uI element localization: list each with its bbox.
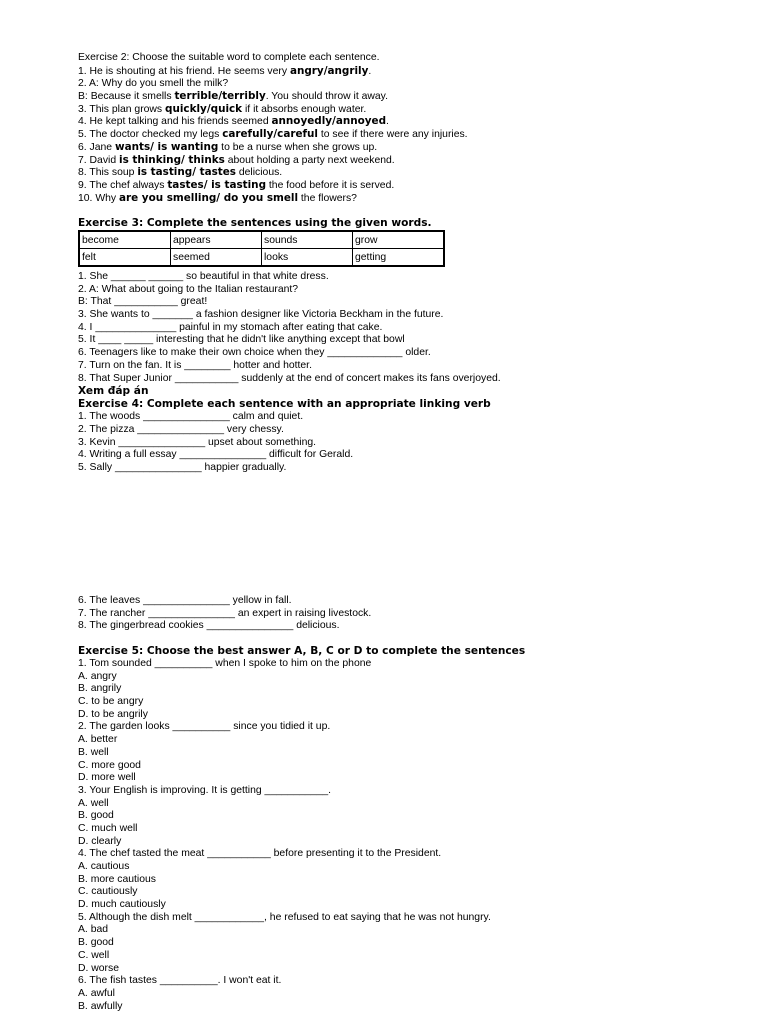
exercise-3-title: Exercise 3: Complete the sentences using the given words.	[78, 217, 432, 229]
answer-option: D. more well	[78, 772, 136, 784]
word-bank-cell: looks	[262, 249, 353, 267]
answer-option: C. much well	[78, 822, 138, 834]
exercise-2-sentence: 4. He kept talking and his friends seemed annoyedly/annoyed.	[78, 115, 389, 128]
exercise-5-question: 4. The chef tasted the meat ___________ before presenting it to the President.	[78, 848, 442, 860]
answer-option: B. well	[78, 746, 109, 758]
exercise-3-sentence: B: That ___________ great!	[78, 296, 208, 308]
word-bank-cell: grow	[353, 231, 445, 249]
word-bank-table	[78, 230, 445, 267]
exercise-3-sentence: 7. Turn on the fan. It is ________ hotter and hotter.	[78, 359, 312, 371]
exercise-5-question: 5. Although the dish melt ____________, he refused to eat saying that he was not hungry.	[78, 911, 491, 923]
exercise-2-sentence: 8. This soup is tasting/ tastes delicious.	[78, 166, 283, 179]
exercise-2-sentence: B: Because it smells terrible/terribly. You should throw it away.	[78, 90, 388, 103]
exercise-2	[78, 52, 468, 204]
answer-option: A. bad	[78, 924, 109, 936]
answer-option: D. worse	[78, 962, 119, 974]
exercise-3-sentence: 8. That Super Junior ___________ suddenly at the end of concert makes its fans overjoyed.	[78, 372, 501, 384]
exercise-3-sentence: 5. It ____ _____ interesting that he didn't like anything except that bowl	[78, 334, 405, 346]
answer-option: A. cautious	[78, 861, 130, 872]
answer-option: A. awful	[78, 987, 115, 999]
word-bank-cell: become	[79, 231, 171, 249]
answer-option: A. well	[78, 797, 109, 809]
word-bank-cell: sounds	[262, 231, 353, 249]
exercise-2-sentence: 3. This plan grows quickly/quick if it absorbs enough water.	[78, 102, 367, 115]
answer-option: D. to be angrily	[78, 708, 148, 720]
view-answers-link[interactable]: Xem đáp án	[78, 385, 149, 398]
answer-option: A. better	[78, 734, 118, 746]
exercise-4-title: Exercise 4: Complete each sentence with an appropriate linking verb	[78, 398, 491, 411]
exercise-4-continued	[78, 595, 371, 633]
exercise-2-sentence: 9. The chef always tastes/ is tasting the food before it is served.	[78, 178, 395, 191]
exercise-5-question: 1. Tom sounded __________ when I spoke to him on the phone	[78, 658, 372, 669]
answer-option: A. angry	[78, 670, 117, 682]
word-bank-cell: felt	[79, 249, 171, 267]
answer-option: B. awfully	[78, 1000, 123, 1012]
exercise-3-sentence: 1. She ______ ______ so beautiful in that white dress.	[78, 271, 329, 282]
word-bank-cell: seemed	[171, 249, 262, 267]
exercise-2-sentence: 10. Why are you smelling/ do you smell the flowers?	[78, 191, 357, 204]
exercise-2-sentence: 7. David is thinking/ thinks about holding a party next weekend.	[78, 153, 395, 166]
answer-option: C. cautiously	[78, 886, 138, 898]
exercise-2-title: Exercise 2: Choose the suitable word to complete each sentence.	[78, 52, 380, 63]
answer-option: C. more good	[78, 759, 141, 771]
exercise-3-sentences	[78, 271, 501, 475]
exercise-4-sentence: 1. The woods _______________ calm and quiet.	[78, 411, 304, 423]
exercise-3-sentence: 4. I ______________ painful in my stomach after eating that cake.	[78, 321, 383, 333]
exercise-5-question: 2. The garden looks __________ since you tidied it up.	[78, 721, 331, 733]
word-bank-row	[79, 249, 444, 267]
exercise-4-sentence: 7. The rancher _______________ an expert in raising livestock.	[78, 607, 372, 619]
exercise-4-sentence: 3. Kevin _______________ upset about something.	[78, 436, 317, 448]
exercise-2-sentence: 1. He is shouting at his friend. He seems very angry/angrily.	[78, 64, 372, 77]
answer-option: D. much cautiously	[78, 899, 166, 911]
exercise-3-heading-block	[78, 217, 432, 230]
exercise-5-question: 6. The fish tastes __________. I won't eat it.	[78, 975, 282, 987]
exercise-4-sentence: 5. Sally _______________ happier gradually.	[78, 461, 287, 473]
answer-option: C. to be angry	[78, 696, 144, 708]
exercise-4-sentence: 4. Writing a full essay _______________ difficult for Gerald.	[78, 449, 354, 461]
answer-option: B. angrily	[78, 683, 122, 695]
exercise-5-question: 3. Your English is improving. It is getting ___________.	[78, 784, 332, 796]
exercise-4-sentence: 2. The pizza _______________ very chessy.	[78, 423, 284, 435]
answer-option: B. good	[78, 810, 114, 822]
exercise-2-sentence: 2. A: Why do you smell the milk?	[78, 78, 229, 90]
exercise-3-sentence: 6. Teenagers like to make their own choice when they _____________ older.	[78, 347, 431, 359]
answer-option: D. clearly	[78, 835, 122, 847]
answer-option: C. well	[78, 949, 110, 961]
exercise-2-sentence: 5. The doctor checked my legs carefully/careful to see if there were any injuries.	[78, 128, 468, 141]
exercise-3-sentence: 3. She wants to _______ a fashion designer like Victoria Beckham in the future.	[78, 309, 444, 321]
answer-option: B. more cautious	[78, 873, 156, 885]
exercise-4-sentence: 8. The gingerbread cookies _______________ delicious.	[78, 620, 340, 632]
exercise-3-sentence: 2. A: What about going to the Italian restaurant?	[78, 283, 299, 295]
word-bank-row	[79, 231, 444, 249]
answer-option: B. good	[78, 937, 114, 949]
word-bank-cell: appears	[171, 231, 262, 249]
exercise-2-sentence: 6. Jane wants/ is wanting to be a nurse when she grows up.	[78, 140, 378, 153]
exercise-4-sentence: 6. The leaves _______________ yellow in fall.	[78, 595, 292, 606]
exercise-5	[78, 645, 525, 1013]
exercise-5-title: Exercise 5: Choose the best answer A, B, C or D to complete the sentences	[78, 645, 526, 657]
word-bank-cell: getting	[353, 249, 445, 267]
